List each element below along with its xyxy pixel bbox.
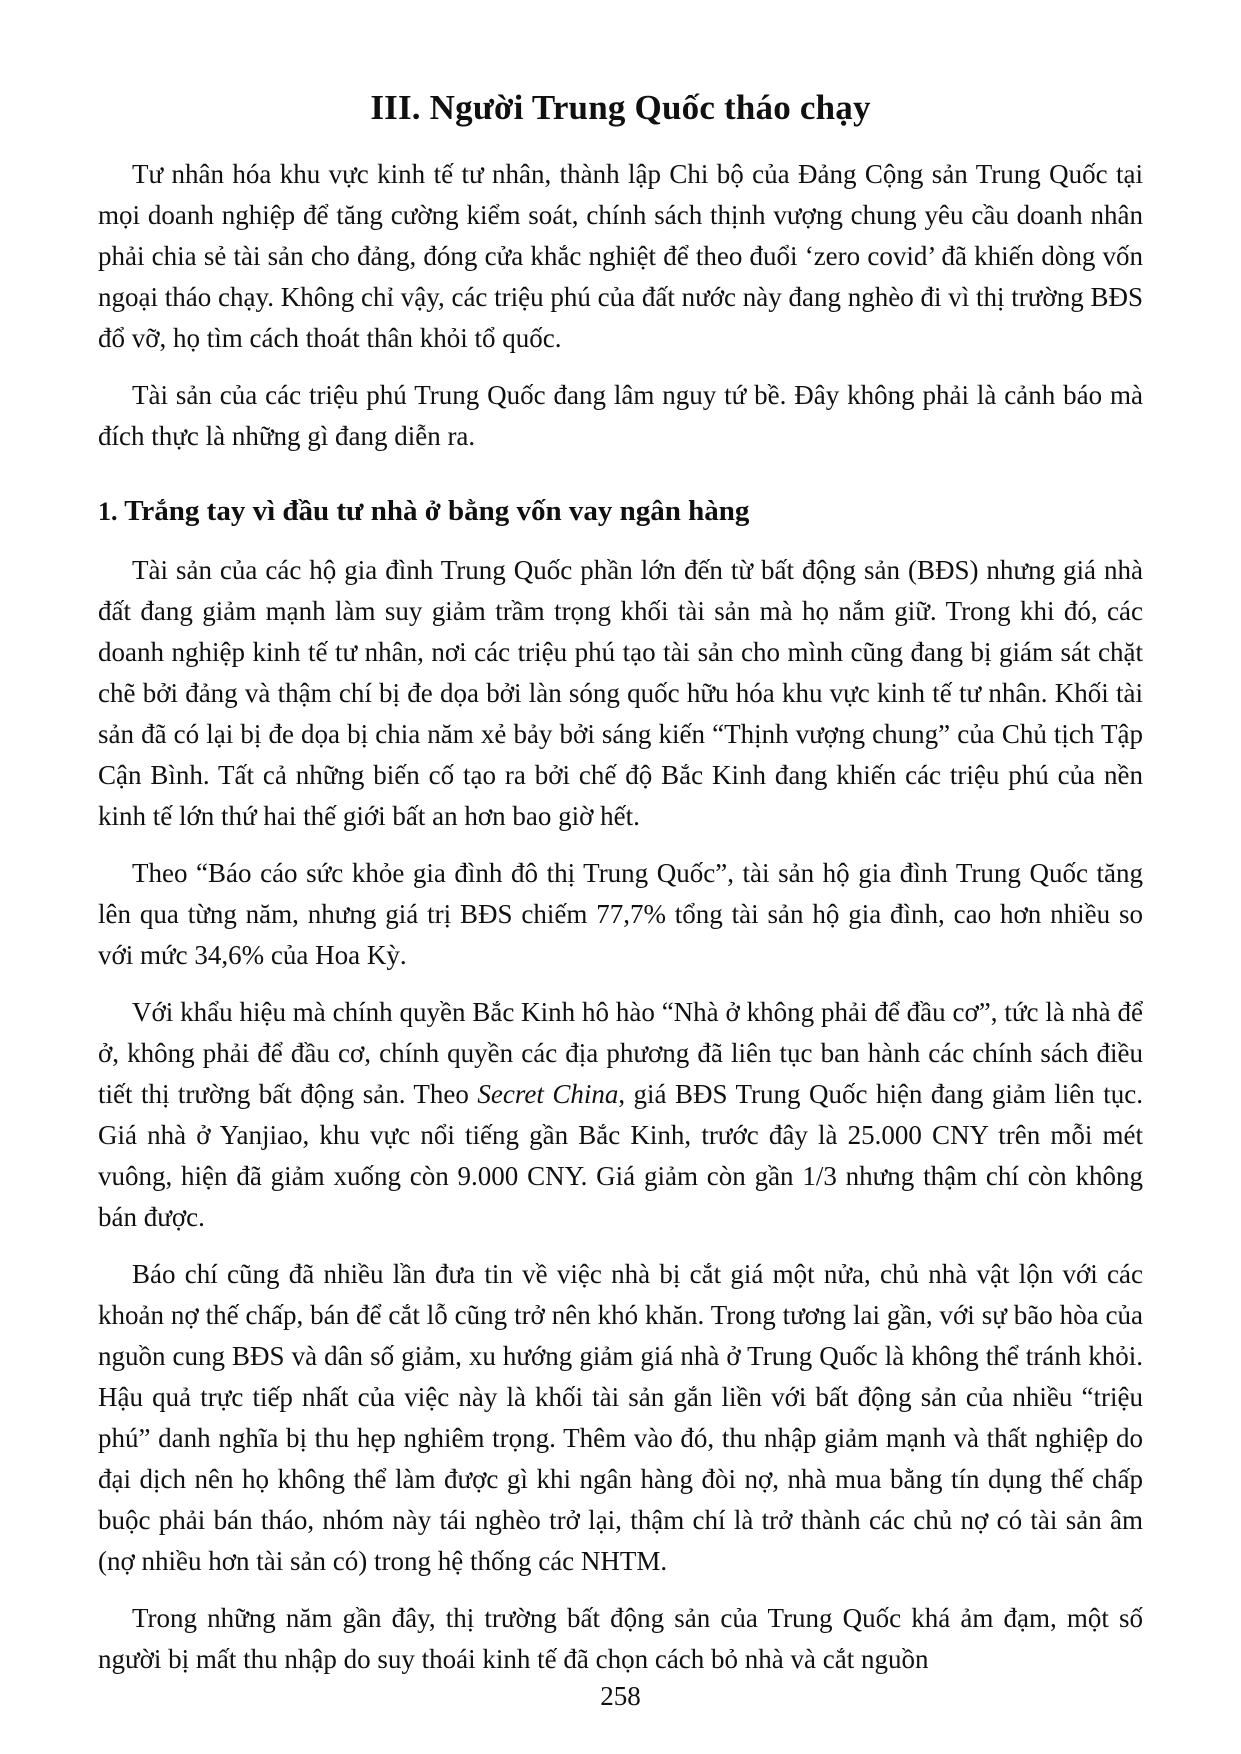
page-body <box>98 154 1143 1680</box>
paragraph: Tài sản của các triệu phú Trung Quốc đang lâm nguy tứ bề. Đây không phải là cảnh báo mà đích thực là những gì đang diễn ra. <box>98 380 1143 451</box>
paragraph: Theo “Báo cáo sức khỏe gia đình đô thị Trung Quốc”, tài sản hộ gia đình Trung Quốc tăng lên qua từng năm, nhưng giá trị BĐS chiếm 77,7% tổng tài sản hộ gia đình, cao hơn nhiều so với mức 34,6% của Hoa Kỳ. <box>98 858 1143 970</box>
paragraph: Tài sản của các hộ gia đình Trung Quốc phần lớn đến từ bất động sản (BĐS) nhưng giá nhà đất đang giảm mạnh làm suy giảm trầm trọng khối tài sản mà họ nắm giữ. Trong khi đó, các doanh nghiệp kinh tế tư nhân, nơi các triệu phú tạo tài sản cho mình cũng đang bị giám sát chặt chẽ bởi đảng và thậm chí bị đe dọa bởi làn sóng quốc hữu hóa khu vực kinh tế tư nhân. Khối tài sản đã có lại bị đe dọa bị chia năm xẻ bảy bởi sáng kiến “Thịnh vượng chung” của Chủ tịch Tập Cận Bình. Tất cả những biến cố tạo ra bởi chế độ Bắc Kinh đang khiến các triệu phú của nền kinh tế lớn thứ hai thế giới bất an hơn bao giờ hết. <box>98 555 1143 831</box>
paragraph: Báo chí cũng đã nhiều lần đưa tin về việc nhà bị cắt giá một nửa, chủ nhà vật lộn với các khoản nợ thế chấp, bán để cắt lỗ cũng trở nên khó khăn. Trong tương lai gần, với sự bão hòa của nguồn cung BĐS và dân số giảm, xu hướng giảm giá nhà ở Trung Quốc là không thể tránh khỏi. Hậu quả trực tiếp nhất của việc này là khối tài sản gắn liền với bất động sản của nhiều “triệu phú” danh nghĩa bị thu hẹp nghiêm trọng. Thêm vào đó, thu nhập giảm mạnh và thất nghiệp do đại dịch nên họ không thể làm được gì khi ngân hàng đòi nợ, nhà mua bằng tín dụng thế chấp buộc phải bán tháo, nhóm này tái nghèo trở lại, thậm chí là trở thành các chủ nợ có tài sản âm (nợ nhiều hơn tài sản có) trong hệ thống các NHTM. <box>98 1259 1143 1576</box>
paragraph: Tư nhân hóa khu vực kinh tế tư nhân, thành lập Chi bộ của Đảng Cộng sản Trung Quốc tại mọi doanh nghiệp để tăng cường kiểm soát, chính sách thịnh vượng chung yêu cầu doanh nhân phải chia sẻ tài sản cho đảng, đóng cửa khắc nghiệt để theo đuổi ‘zero covid’ đã khiến dòng vốn ngoại tháo chạy. Không chỉ vậy, các triệu phú của đất nước này đang nghèo đi vì thị trường BĐS đổ vỡ, họ tìm cách thoát thân khỏi tổ quốc. <box>98 159 1143 353</box>
paragraph: Trong những năm gần đây, thị trường bất động sản của Trung Quốc khá ảm đạm, một số người bị mất thu nhập do suy thoái kinh tế đã chọn cách bỏ nhà và cắt nguồn <box>98 1603 1143 1674</box>
section-heading-number: 1. <box>98 497 118 526</box>
chapter-title: III. Người Trung Quốc tháo chạy <box>370 88 871 127</box>
paragraph: Với khẩu hiệu mà chính quyền Bắc Kinh hô hào “Nhà ở không phải để đầu cơ”, tức là nhà để ở, không phải để đầu cơ, chính quyền các địa phương đã liên tục ban hành các chính sách điều tiết thị trường bất động sản. Theo Secret China, giá BĐS Trung Quốc hiện đang giảm liên tục. Giá nhà ở Yanjiao, khu vực nổi tiếng gần Bắc Kinh, trước đây là 25.000 CNY trên mỗi mét vuông, hiện đã giảm xuống còn 9.000 CNY. Giá giảm còn gần 1/3 nhưng thậm chí còn không bán được. <box>98 997 1143 1232</box>
section-heading-text: Trắng tay vì đầu tư nhà ở bằng vốn vay ngân hàng <box>124 495 750 527</box>
section-heading <box>98 495 1143 528</box>
page-number: 258 <box>600 1681 641 1711</box>
